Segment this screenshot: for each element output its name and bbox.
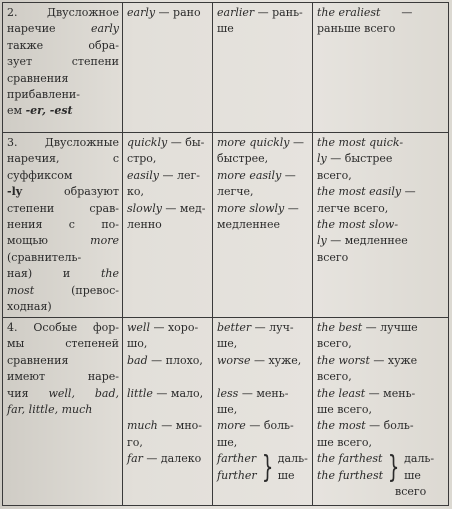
superlative-cell: the most quick- ly — быстрее всего, the most easily — легче всего, the most slow- ly — медленнее всего [313,133,449,318]
superlative-cell: the best — лучше всего, the worst — хуже всего, the least — мень- ше всего, the most — боль- ше всего, the farthest the furthest } даль- ше всего [313,318,449,506]
table-row [3,318,449,506]
comparative-cell: earlier — рань- ше [213,3,313,133]
table-row [3,133,449,318]
table-row [3,3,449,133]
farthest-furthest-group: the farthest the furthest } даль- ше [317,449,435,485]
comparative-cell: better — луч- ше, worse — хуже, less — мень- ше, more — боль- ше, farther further } даль- ше [213,318,313,506]
curly-brace-icon: } [261,449,273,485]
curly-brace-icon: } [387,449,400,485]
rule-cell: 3. Двусложные наречия, с суффиксом -ly образуют степени срав- нения с по- мощью more (сравнитель- ная) и the most (превос- ходная) [3,133,123,318]
farther-further-group: farther further } даль- ше [217,449,308,485]
positive-cell: early — рано [123,3,213,133]
rule-cell: 4. Особые фор- мы степеней сравнения имеют наре- чия well, bad, far, little, much [3,318,123,506]
rule-cell: 2. Двусложное наречие early также обра- зует степени сравнения прибавлени- ем -er, -est [3,3,123,133]
rule-text: 2. Двусложное [7,6,119,19]
positive-cell: quickly — бы- стро, easily — лег- ко, slowly — мед- ленно [123,133,213,318]
positive-cell: well — хоро- шо, bad — плохо, little — мало, much — мно- го, far — далеко [123,318,213,506]
comparative-cell: more quickly — быстрее, more easily — легче, more slowly — медленнее [213,133,313,318]
superlative-cell: the eraliest — раньше всего [313,3,449,133]
adverb-comparison-table [2,2,449,506]
